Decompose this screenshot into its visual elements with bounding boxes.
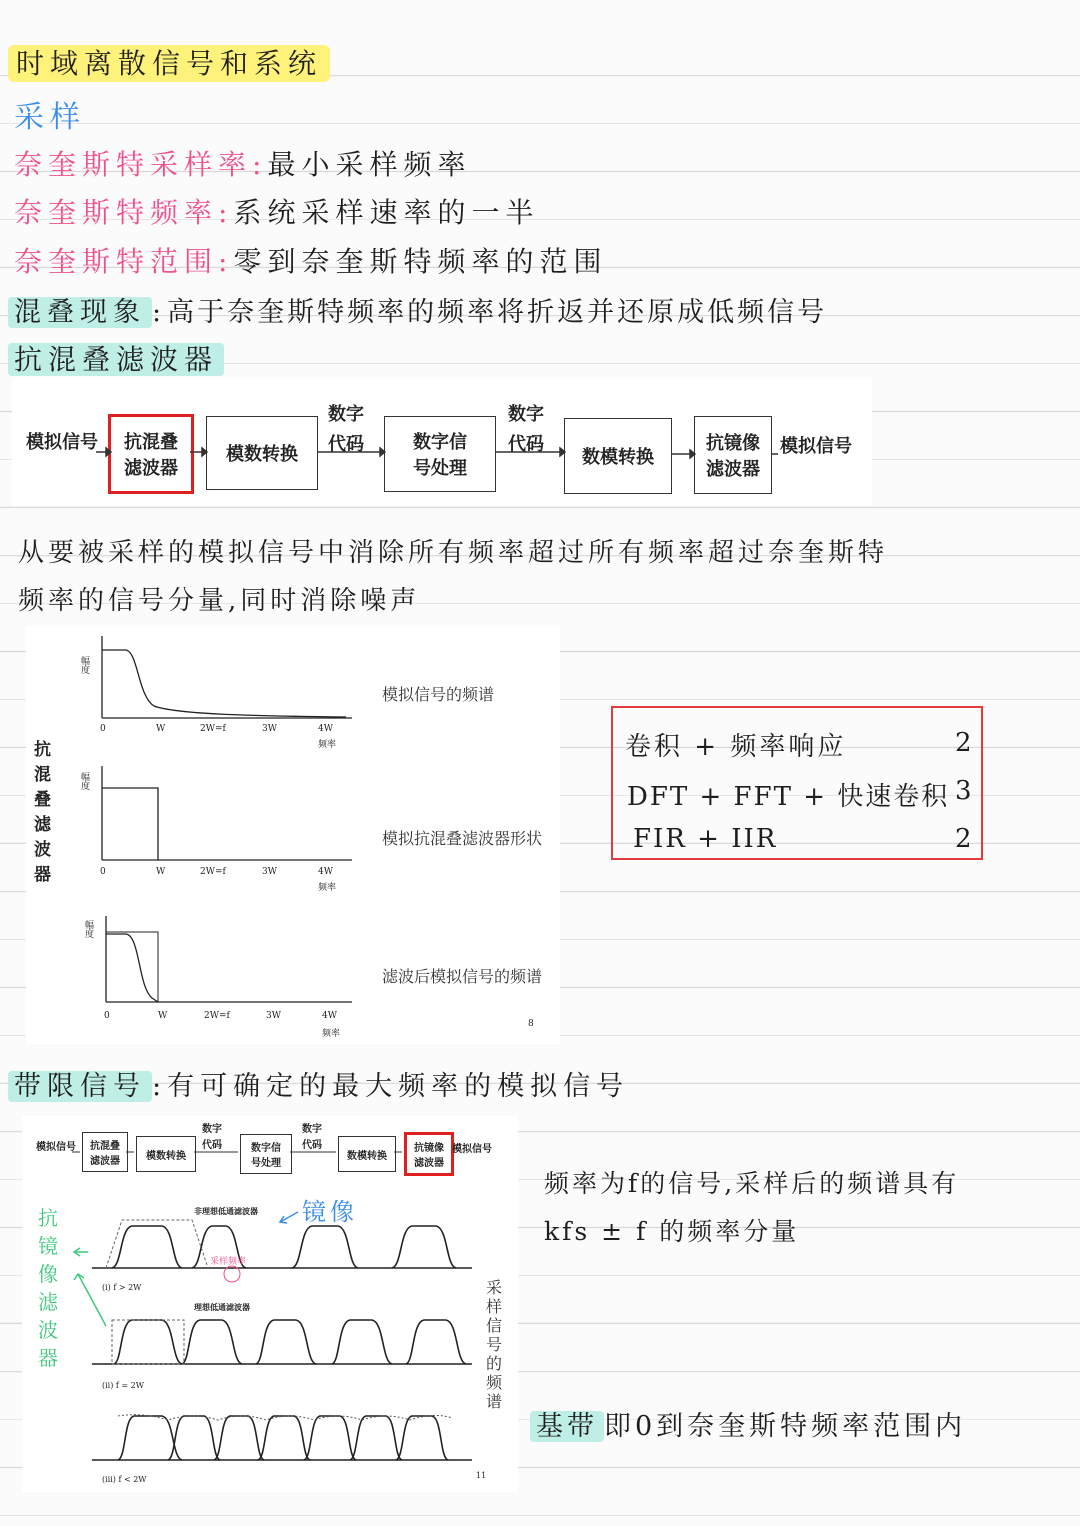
fig2-code-label-2: 数字 代码 <box>302 1124 322 1151</box>
fig2-adc-box: 模数转换 <box>136 1136 196 1172</box>
row-label-1: (i) f > 2W <box>102 1283 142 1292</box>
note-item-3: FIR + IIR <box>633 824 778 854</box>
description-line-2: 频率的信号分量,同时消除噪声 <box>18 586 421 616</box>
row-label-2: (ii) f = 2W <box>102 1381 144 1390</box>
sampled-spectra-plots <box>22 1116 518 1492</box>
sampling-note-line-2: kfs ± f 的频率分量 <box>544 1217 800 1246</box>
anti-image-filter-note: 抗 镜 像 滤 波 器 <box>38 1206 58 1370</box>
line-nyquist-rate: 奈奎斯特采样率:最小采样频率 <box>14 148 472 181</box>
line-bandlimited: 带限信号 :有可确定的最大频率的模拟信号 <box>8 1064 629 1103</box>
plot1-ylabel: 幅度 <box>79 656 89 674</box>
fig2-aa-box: 抗混叠 滤波器 <box>82 1132 128 1172</box>
dac-box: 数模转换 <box>564 418 672 494</box>
line-nyquist-freq: 奈奎斯特频率:系统采样速率的一半 <box>14 196 540 229</box>
note-count-1: 2 <box>955 728 978 758</box>
plot2-tick-3w: 3W <box>262 867 277 877</box>
plot-analog-spectrum <box>102 636 352 718</box>
plot3-tick-2w: 2W=f <box>204 1011 230 1021</box>
note-item-1: 卷积 + 频率响应 <box>625 732 847 762</box>
plot3-tick-4w: 4W <box>322 1011 337 1021</box>
spectra-page-number: 8 <box>528 1019 534 1029</box>
plot2-tick-4w: 4W <box>318 867 333 877</box>
plot1-tick-w: W <box>156 724 166 734</box>
note-count-2: 3 <box>955 776 978 806</box>
description-line-1: 从要被采样的模拟信号中消除所有频率超过所有频率超过奈奎斯特 <box>18 538 889 568</box>
plot3-xlabel: 频率 <box>322 1029 341 1039</box>
note-count-3: 2 <box>955 824 978 854</box>
digital-code-label-1: 数字 代码 <box>328 404 364 455</box>
fig2-ai-box: 抗镜像 滤波器 <box>404 1132 454 1176</box>
dsp-box: 数字信 号处理 <box>384 416 496 492</box>
fig2-output-label: 模拟信号 <box>452 1144 492 1155</box>
plot3-tick-0: 0 <box>104 1011 110 1021</box>
spectra-side-label: 抗 混 叠 滤 波 器 <box>34 740 51 885</box>
plot1-tick-2w: 2W=f <box>200 724 226 734</box>
plot2-ylabel: 幅度 <box>79 772 89 790</box>
chain-output-label: 模拟信号 <box>780 436 852 457</box>
plot2-tick-2w: 2W=f <box>200 867 226 877</box>
anti-image-filter-box: 抗镜像 滤波器 <box>694 416 772 494</box>
fig2-input-label: 模拟信号 <box>36 1142 76 1153</box>
chain-arrows <box>12 378 872 506</box>
line-aliasing: 混叠现象 :高于奈奎斯特频率的频率将折返并还原成低频信号 <box>8 290 827 329</box>
caption-analog-spectrum: 模拟信号的频谱 <box>382 685 495 704</box>
plot2-tick-w: W <box>156 867 166 877</box>
annotation-mirror: 镜像 <box>302 1198 358 1226</box>
anti-alias-spectra-figure <box>26 626 560 1044</box>
label-nonideal-filter: 非理想低通滤波器 <box>194 1206 258 1216</box>
fig2-page-number: 11 <box>476 1471 487 1480</box>
plot1-tick-0: 0 <box>100 724 106 734</box>
sampled-spectrum-label: 采 样 信 号 的 频 谱 <box>486 1278 503 1411</box>
plot2-tick-0: 0 <box>100 867 106 877</box>
plot2-xlabel: 频率 <box>318 883 337 893</box>
section-sampling: 采样 <box>14 100 86 135</box>
fig2-code-label-1: 数字 代码 <box>202 1124 222 1151</box>
plot3-ylabel: 幅度 <box>83 920 93 938</box>
digital-code-label-2: 数字 代码 <box>508 404 544 455</box>
heading-anti-alias: 抗混叠滤波器 <box>8 338 224 378</box>
caption-filter-shape: 模拟抗混叠滤波器形状 <box>382 829 543 848</box>
chain-input-label: 模拟信号 <box>26 432 98 453</box>
page-title: 时域离散信号和系统 <box>8 42 330 82</box>
line-baseband: 基带 即0到奈奎斯特频率范围内 <box>530 1404 966 1443</box>
fig2-dsp-box: 数字信 号处理 <box>240 1134 292 1174</box>
plot1-xlabel: 频率 <box>318 740 337 750</box>
plot-filter-shape <box>102 766 352 860</box>
notes-box <box>611 706 983 860</box>
fig2-dac-box: 数模转换 <box>338 1136 396 1172</box>
plot-filtered-spectrum <box>106 916 352 1002</box>
line-nyquist-range: 奈奎斯特范围:零到奈奎斯特频率的范围 <box>14 245 608 278</box>
plot1-tick-3w: 3W <box>262 724 277 734</box>
plot1-tick-4w: 4W <box>318 724 333 734</box>
sampled-spectrum-figure <box>22 1116 518 1492</box>
plot3-tick-3w: 3W <box>266 1011 281 1021</box>
plot3-tick-w: W <box>158 1011 168 1021</box>
sampling-note-line-1: 频率为f的信号,采样后的频谱具有 <box>544 1169 960 1198</box>
adc-box: 模数转换 <box>206 416 318 490</box>
label-ideal-filter: 理想低通滤波器 <box>194 1302 250 1312</box>
note-item-2: DFT + FFT + 快速卷积 <box>627 782 950 812</box>
caption-filtered-spectrum: 滤波后模拟信号的频谱 <box>382 967 543 986</box>
annotation-sample-freq: 采样频率 <box>210 1257 247 1267</box>
row-label-3: (iii) f < 2W <box>102 1475 147 1484</box>
signal-chain-diagram <box>12 378 872 506</box>
anti-alias-filter-box: 抗混叠 滤波器 <box>108 414 194 494</box>
